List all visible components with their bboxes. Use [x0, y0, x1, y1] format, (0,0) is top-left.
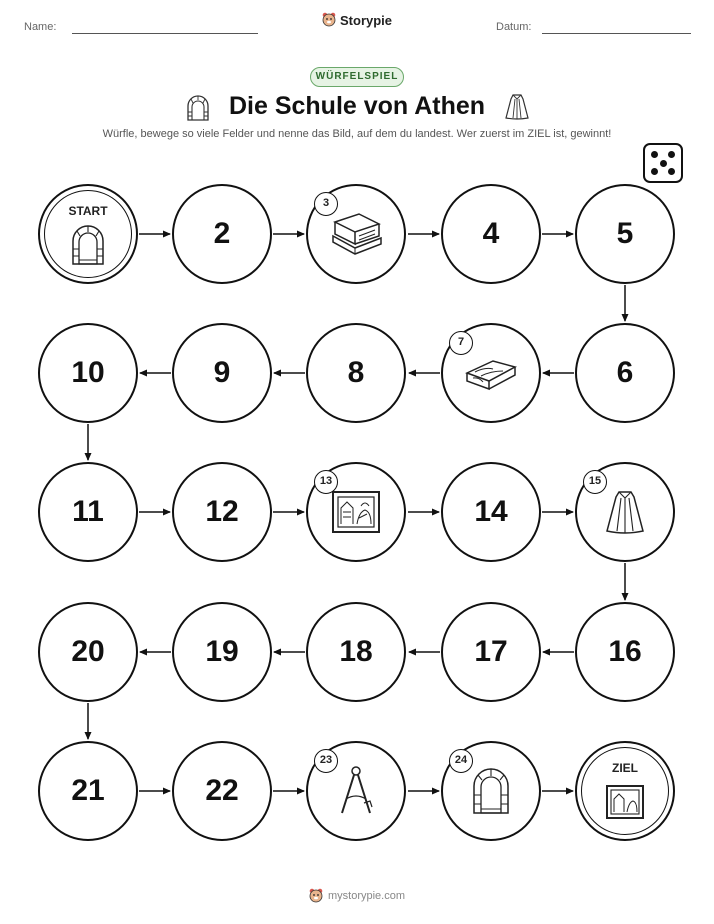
board-cell-7[interactable] — [441, 323, 541, 423]
page-title: Die Schule von Athen — [228, 92, 486, 120]
board-cell-9[interactable] — [172, 323, 272, 423]
finish-cell[interactable] — [575, 741, 675, 841]
game-type-badge: WÜRFELSPIEL — [310, 67, 404, 87]
name-label: Name: — [24, 21, 57, 33]
cell-number: 14 — [474, 495, 508, 528]
board-cell-18[interactable] — [306, 602, 406, 702]
storypie-mascot-icon — [309, 888, 323, 904]
start-cell[interactable] — [38, 184, 138, 284]
footer — [0, 888, 714, 904]
cell-number: 5 — [616, 217, 634, 250]
cell-number-tag: 3 — [314, 192, 338, 216]
cell-number: 8 — [347, 356, 365, 389]
board-cell-6[interactable] — [575, 323, 675, 423]
board-cell-19[interactable] — [172, 602, 272, 702]
board-cell-4[interactable] — [441, 184, 541, 284]
board-cell-12[interactable] — [172, 462, 272, 562]
cell-number: 11 — [72, 495, 104, 528]
cell-number-tag: 24 — [449, 749, 473, 773]
arch-window-icon — [471, 768, 511, 814]
cell-number-tag: 23 — [314, 749, 338, 773]
marble-slab-icon — [463, 355, 519, 391]
board-cell-24[interactable] — [441, 741, 541, 841]
board-cell-23[interactable] — [306, 741, 406, 841]
cloak-icon — [605, 489, 645, 535]
board-cell-16[interactable] — [575, 602, 675, 702]
framed-painting-icon — [605, 784, 645, 820]
date-label: Datum: — [496, 21, 532, 33]
board-cell-22[interactable] — [172, 741, 272, 841]
compass-icon — [336, 765, 376, 817]
cell-number: 2 — [213, 217, 231, 250]
finish-label: ZIEL — [612, 761, 638, 775]
cell-number: 19 — [205, 635, 239, 668]
board-cell-17[interactable] — [441, 602, 541, 702]
board-cell-13[interactable] — [306, 462, 406, 562]
board-cell-2[interactable] — [172, 184, 272, 284]
board-cell-14[interactable] — [441, 462, 541, 562]
cell-number: 9 — [213, 356, 231, 389]
cell-number: 22 — [205, 774, 239, 807]
cell-number: 17 — [474, 635, 508, 668]
cell-number-tag: 15 — [583, 470, 607, 494]
instructions: Würfle, bewege so viele Felder und nenne das Bild, auf dem du landest. Wer zuerst im ZIEL ist, gewinnt! — [102, 128, 612, 140]
framed-painting-icon — [331, 490, 381, 534]
cell-number-tag: 13 — [314, 470, 338, 494]
board-cell-11[interactable] — [38, 462, 138, 562]
cell-number: 6 — [616, 356, 634, 389]
logo-text: Storypie — [340, 12, 393, 28]
books-icon — [329, 212, 383, 256]
board-cell-3[interactable] — [306, 184, 406, 284]
cell-number: 16 — [608, 635, 642, 668]
board-cell-8[interactable] — [306, 323, 406, 423]
board-cell-15[interactable] — [575, 462, 675, 562]
board-cell-10[interactable] — [38, 323, 138, 423]
cell-number: 18 — [339, 635, 373, 668]
cell-number-tag: 7 — [449, 331, 473, 355]
cell-number: 10 — [71, 356, 105, 389]
board-cell-20[interactable] — [38, 602, 138, 702]
board-cell-21[interactable] — [38, 741, 138, 841]
start-label: START — [68, 204, 108, 218]
cell-number: 12 — [205, 495, 239, 528]
cell-number: 21 — [71, 774, 105, 807]
cell-number: 20 — [71, 635, 105, 668]
cell-number: 4 — [482, 217, 500, 250]
arch-window-icon — [71, 225, 105, 265]
footer-url[interactable]: mystorypie.com — [327, 890, 406, 902]
board-cell-5[interactable] — [575, 184, 675, 284]
